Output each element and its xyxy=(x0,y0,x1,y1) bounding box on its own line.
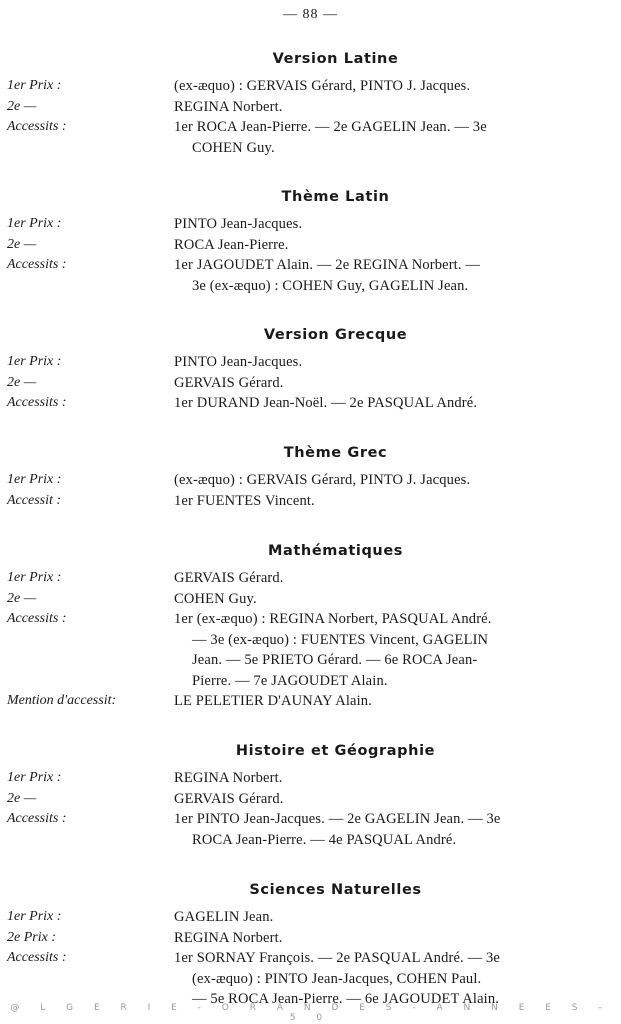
award-label: 2e — xyxy=(7,98,37,114)
recipient-line: 1er PINTO Jean-Jacques. — 2e GAGELIN Jean. — 3e xyxy=(174,811,501,827)
award-label: 1er Prix : xyxy=(7,770,62,785)
recipient-line: PINTO Jean-Jacques. xyxy=(174,216,303,232)
award-row xyxy=(0,352,621,373)
award-row xyxy=(0,470,621,491)
award-label: Accessits : xyxy=(7,257,67,272)
recipient-line: REGINA Norbert. xyxy=(174,98,283,115)
recipient-line: — 5e ROCA Jean-Pierre. — 6e JAGOUDET Alain. xyxy=(192,991,500,1007)
award-recipients xyxy=(174,948,592,1010)
award-row xyxy=(0,609,621,691)
award-recipients xyxy=(174,97,592,118)
award-label: 2e — xyxy=(7,590,37,606)
award-row xyxy=(0,491,621,512)
award-label: Accessits : xyxy=(7,395,67,410)
recipient-line: 1er DURAND Jean-Noël. — 2e PASQUAL André. xyxy=(174,395,478,411)
page-number: — 88 — xyxy=(283,7,338,22)
section-heading: Thème Latin xyxy=(281,189,390,205)
recipient-line: LE PELETIER D'AUNAY Alain. xyxy=(174,693,372,709)
award-row xyxy=(0,691,621,712)
recipient-line: 1er FUENTES Vincent. xyxy=(174,492,315,509)
award-recipients xyxy=(174,117,592,158)
award-recipients xyxy=(174,373,592,394)
section-0 xyxy=(0,50,621,158)
award-label: 1er Prix : xyxy=(7,570,62,585)
award-recipients xyxy=(174,691,592,712)
award-row xyxy=(0,393,621,414)
award-label: 1er Prix : xyxy=(7,909,62,924)
award-recipients xyxy=(174,214,592,235)
award-label: 1er Prix : xyxy=(7,216,62,231)
recipient-line: 1er (ex-æquo) : REGINA Norbert, PASQUAL André. xyxy=(174,611,492,627)
recipient-line: Jean. — 5e PRIETO Gérard. — 6e ROCA Jean- xyxy=(192,652,478,668)
award-recipients xyxy=(174,609,592,691)
recipient-line: 1er SORNAY François. — 2e PASQUAL André. — 3e xyxy=(174,950,501,966)
award-label: 2e — xyxy=(7,790,37,806)
section-1 xyxy=(0,188,621,296)
award-label: Accessits : xyxy=(7,950,67,965)
section-4 xyxy=(0,542,621,712)
award-row xyxy=(0,907,621,928)
award-label: 1er Prix : xyxy=(7,472,62,487)
award-recipients xyxy=(174,568,592,589)
award-row xyxy=(0,117,621,158)
watermark: @ L G E R I E - O R A N D E S - A N N E E S - 5 0 xyxy=(10,1003,611,1023)
award-row xyxy=(0,928,621,949)
award-row xyxy=(0,768,621,789)
award-row xyxy=(0,789,621,810)
award-label: Accessits : xyxy=(7,611,67,626)
award-label: 2e — xyxy=(7,236,37,252)
section-heading: Thème Grec xyxy=(283,445,388,461)
recipient-line: COHEN Guy. xyxy=(174,590,257,607)
recipient-line: (ex-æquo) : GERVAIS Gérard, PINTO J. Jacques. xyxy=(174,78,471,94)
section-heading: Sciences Naturelles xyxy=(249,882,422,898)
award-recipients xyxy=(174,928,592,949)
recipient-line: Pierre. — 7e JAGOUDET Alain. xyxy=(192,672,388,689)
award-recipients xyxy=(174,789,592,810)
award-row xyxy=(0,373,621,394)
recipient-line: PINTO Jean-Jacques. xyxy=(174,354,303,370)
section-3 xyxy=(0,444,621,511)
award-recipients xyxy=(174,589,592,610)
award-row xyxy=(0,589,621,610)
award-row xyxy=(0,76,621,97)
award-label: 1er Prix : xyxy=(7,78,62,93)
recipient-line: COHEN Guy. xyxy=(192,139,275,156)
recipient-line: 1er ROCA Jean-Pierre. — 2e GAGELIN Jean. — 3e xyxy=(174,119,487,135)
award-row xyxy=(0,214,621,235)
section-5 xyxy=(0,742,621,850)
award-label: 1er Prix : xyxy=(7,354,62,369)
award-recipients xyxy=(174,255,592,296)
award-label: Mention d'accessit: xyxy=(7,693,117,708)
recipient-line: GERVAIS Gérard. xyxy=(174,374,284,391)
section-heading: Histoire et Géographie xyxy=(235,743,436,759)
award-recipients xyxy=(174,352,592,373)
recipient-line: GERVAIS Gérard. xyxy=(174,570,284,586)
section-2 xyxy=(0,326,621,414)
award-recipients xyxy=(174,491,592,512)
section-heading: Version Latine xyxy=(272,51,399,67)
award-recipients xyxy=(174,768,592,789)
award-recipients xyxy=(174,470,592,491)
recipient-line: REGINA Norbert. xyxy=(174,770,283,786)
recipient-line: — 3e (ex-æquo) : FUENTES Vincent, GAGELIN xyxy=(192,631,489,648)
recipient-line: GERVAIS Gérard. xyxy=(174,790,284,807)
recipient-line: (ex-æquo) : GERVAIS Gérard, PINTO J. Jacques. xyxy=(174,472,471,488)
award-row xyxy=(0,568,621,589)
award-row xyxy=(0,235,621,256)
award-label: Accessits : xyxy=(7,119,67,134)
award-recipients xyxy=(174,809,592,850)
section-heading: Version Grecque xyxy=(263,327,408,343)
section-6 xyxy=(0,881,621,1010)
recipient-line: GAGELIN Jean. xyxy=(174,909,274,925)
award-recipients xyxy=(174,907,592,928)
award-label: Accessit : xyxy=(7,492,62,508)
award-recipients xyxy=(174,235,592,256)
section-heading: Mathématiques xyxy=(267,543,404,559)
recipient-line: REGINA Norbert. xyxy=(174,929,283,946)
award-recipients xyxy=(174,76,592,97)
recipient-line: 1er JAGOUDET Alain. — 2e REGINA Norbert. — xyxy=(174,257,481,273)
award-row xyxy=(0,809,621,850)
award-recipients xyxy=(174,393,592,414)
award-row xyxy=(0,97,621,118)
award-label: Accessits : xyxy=(7,811,67,826)
recipient-line: (ex-æquo) : PINTO Jean-Jacques, COHEN Paul. xyxy=(192,970,482,987)
recipient-line: ROCA Jean-Pierre. — 4e PASQUAL André. xyxy=(192,831,457,848)
award-label: 2e Prix : xyxy=(7,929,56,945)
award-row xyxy=(0,948,621,1010)
award-label: 2e — xyxy=(7,374,37,390)
recipient-line: ROCA Jean-Pierre. xyxy=(174,236,289,253)
recipient-line: 3e (ex-æquo) : COHEN Guy, GAGELIN Jean. xyxy=(192,277,469,294)
award-row xyxy=(0,255,621,296)
